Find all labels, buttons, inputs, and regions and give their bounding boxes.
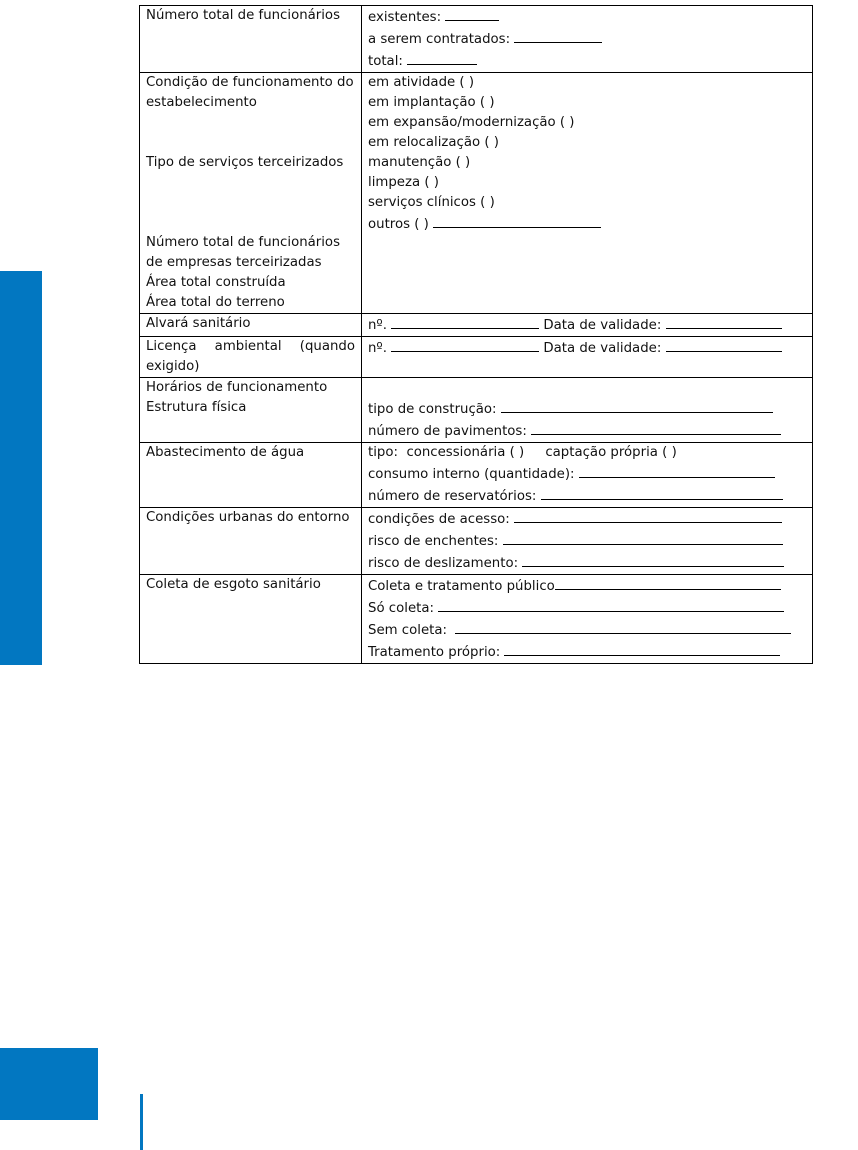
field-label-validade: Data de validade: [543, 318, 662, 333]
sem-coleta-blank[interactable] [455, 619, 791, 634]
option-outros[interactable]: outros ( ) [368, 217, 429, 232]
field-label-deslizamento: risco de deslizamento: [368, 556, 519, 571]
option-limpeza[interactable]: limpeza ( ) [368, 175, 439, 190]
row-value-cell [362, 443, 813, 508]
field-label-numero: nº. [368, 318, 387, 333]
table-row [140, 508, 813, 575]
field-label-reservatorios: número de reservatórios: [368, 489, 537, 504]
field-label-publico: Coleta e tratamento público [368, 579, 555, 594]
table-row [140, 443, 813, 508]
option-em-expansao[interactable]: em expansão/modernização ( ) [368, 115, 575, 130]
table-row [140, 378, 813, 443]
pavimentos-blank[interactable] [531, 420, 781, 435]
licenca-numero-blank[interactable] [391, 337, 539, 352]
label-alvara: Alvará sanitário [146, 316, 251, 331]
so-coleta-blank[interactable] [438, 597, 784, 612]
label-funcionarios-terceirizadas: Número total de funcionários de empresas terceirizadas [146, 235, 340, 270]
page-number-box [0, 1048, 98, 1120]
option-em-atividade[interactable]: em atividade ( ) [368, 75, 475, 90]
table-row [140, 314, 813, 337]
label-condicao: Condição de funcionamento do estabelecimento [146, 75, 354, 110]
field-label-validade: Data de validade: [543, 341, 662, 356]
field-label-enchentes: risco de enchentes: [368, 534, 499, 549]
field-label-total: total: [368, 54, 403, 69]
row-value-cell [362, 378, 813, 443]
publico-blank[interactable] [555, 575, 781, 590]
footer-rule [140, 1094, 143, 1150]
option-captacao-propria[interactable]: captação própria ( ) [545, 445, 677, 460]
row-value-cell [362, 508, 813, 575]
label-funcionarios: Número total de funcionários [146, 8, 340, 23]
row-label-cell [140, 378, 362, 443]
row-value-cell [362, 73, 813, 314]
row-label-cell [140, 508, 362, 575]
alvara-validade-blank[interactable] [666, 314, 782, 329]
label-horarios: Horários de funcionamento [146, 380, 328, 395]
field-label-consumo: consumo interno (quantidade): [368, 467, 575, 482]
contratados-blank[interactable] [514, 28, 602, 43]
row-label-cell [140, 337, 362, 378]
field-label-numero: nº. [368, 341, 387, 356]
reservatorios-blank[interactable] [541, 485, 783, 500]
table-row [140, 73, 813, 314]
option-manutencao[interactable]: manutenção ( ) [368, 155, 471, 170]
label-area-terreno: Área total do terreno [146, 295, 285, 310]
label-agua: Abastecimento de água [146, 445, 305, 460]
alvara-numero-blank[interactable] [391, 314, 539, 329]
field-label-sem-coleta: Sem coleta: [368, 623, 447, 638]
acesso-blank[interactable] [514, 508, 782, 523]
row-label-cell [140, 73, 362, 314]
label-tipo-servicos: Tipo de serviços terceirizados [146, 155, 344, 170]
consumo-blank[interactable] [579, 463, 775, 478]
option-em-implantacao[interactable]: em implantação ( ) [368, 95, 495, 110]
table-row [140, 337, 813, 378]
field-label-existentes: existentes: [368, 10, 442, 25]
row-label-cell [140, 575, 362, 664]
existentes-blank[interactable] [445, 6, 499, 21]
label-area-construida: Área total construída [146, 275, 286, 290]
field-label-contratados: a serem contratados: [368, 32, 511, 47]
label-estrutura: Estrutura física [146, 400, 247, 415]
label-urbanas: Condições urbanas do entorno [146, 510, 350, 525]
outros-blank[interactable] [433, 213, 601, 228]
label-esgoto: Coleta de esgoto sanitário [146, 577, 321, 592]
form-table [139, 5, 813, 664]
field-label-tratamento-proprio: Tratamento próprio: [368, 645, 501, 660]
total-blank[interactable] [407, 50, 477, 65]
row-value-cell [362, 6, 813, 73]
field-label-so-coleta: Só coleta: [368, 601, 434, 616]
enchentes-blank[interactable] [503, 530, 783, 545]
label-licenca: Licença ambiental (quando exigido) [146, 339, 355, 374]
field-label-tipo-construcao: tipo de construção: [368, 402, 497, 417]
row-label-cell [140, 443, 362, 508]
row-label-cell [140, 6, 362, 73]
option-concessionaria[interactable]: concessionária ( ) [406, 445, 525, 460]
option-servicos-clinicos[interactable]: serviços clínicos ( ) [368, 195, 495, 210]
tipo-construcao-blank[interactable] [501, 398, 773, 413]
row-value-cell [362, 575, 813, 664]
row-value-cell [362, 337, 813, 378]
row-label-cell [140, 314, 362, 337]
field-label-tipo: tipo: [368, 445, 398, 460]
option-em-relocalizacao[interactable]: em relocalização ( ) [368, 135, 499, 150]
tratamento-proprio-blank[interactable] [504, 641, 780, 656]
deslizamento-blank[interactable] [522, 552, 784, 567]
side-tab-marker [0, 271, 42, 665]
licenca-validade-blank[interactable] [666, 337, 782, 352]
field-label-pavimentos: número de pavimentos: [368, 424, 527, 439]
table-row [140, 575, 813, 664]
row-value-cell [362, 314, 813, 337]
table-row [140, 6, 813, 73]
field-label-acesso: condições de acesso: [368, 512, 510, 527]
